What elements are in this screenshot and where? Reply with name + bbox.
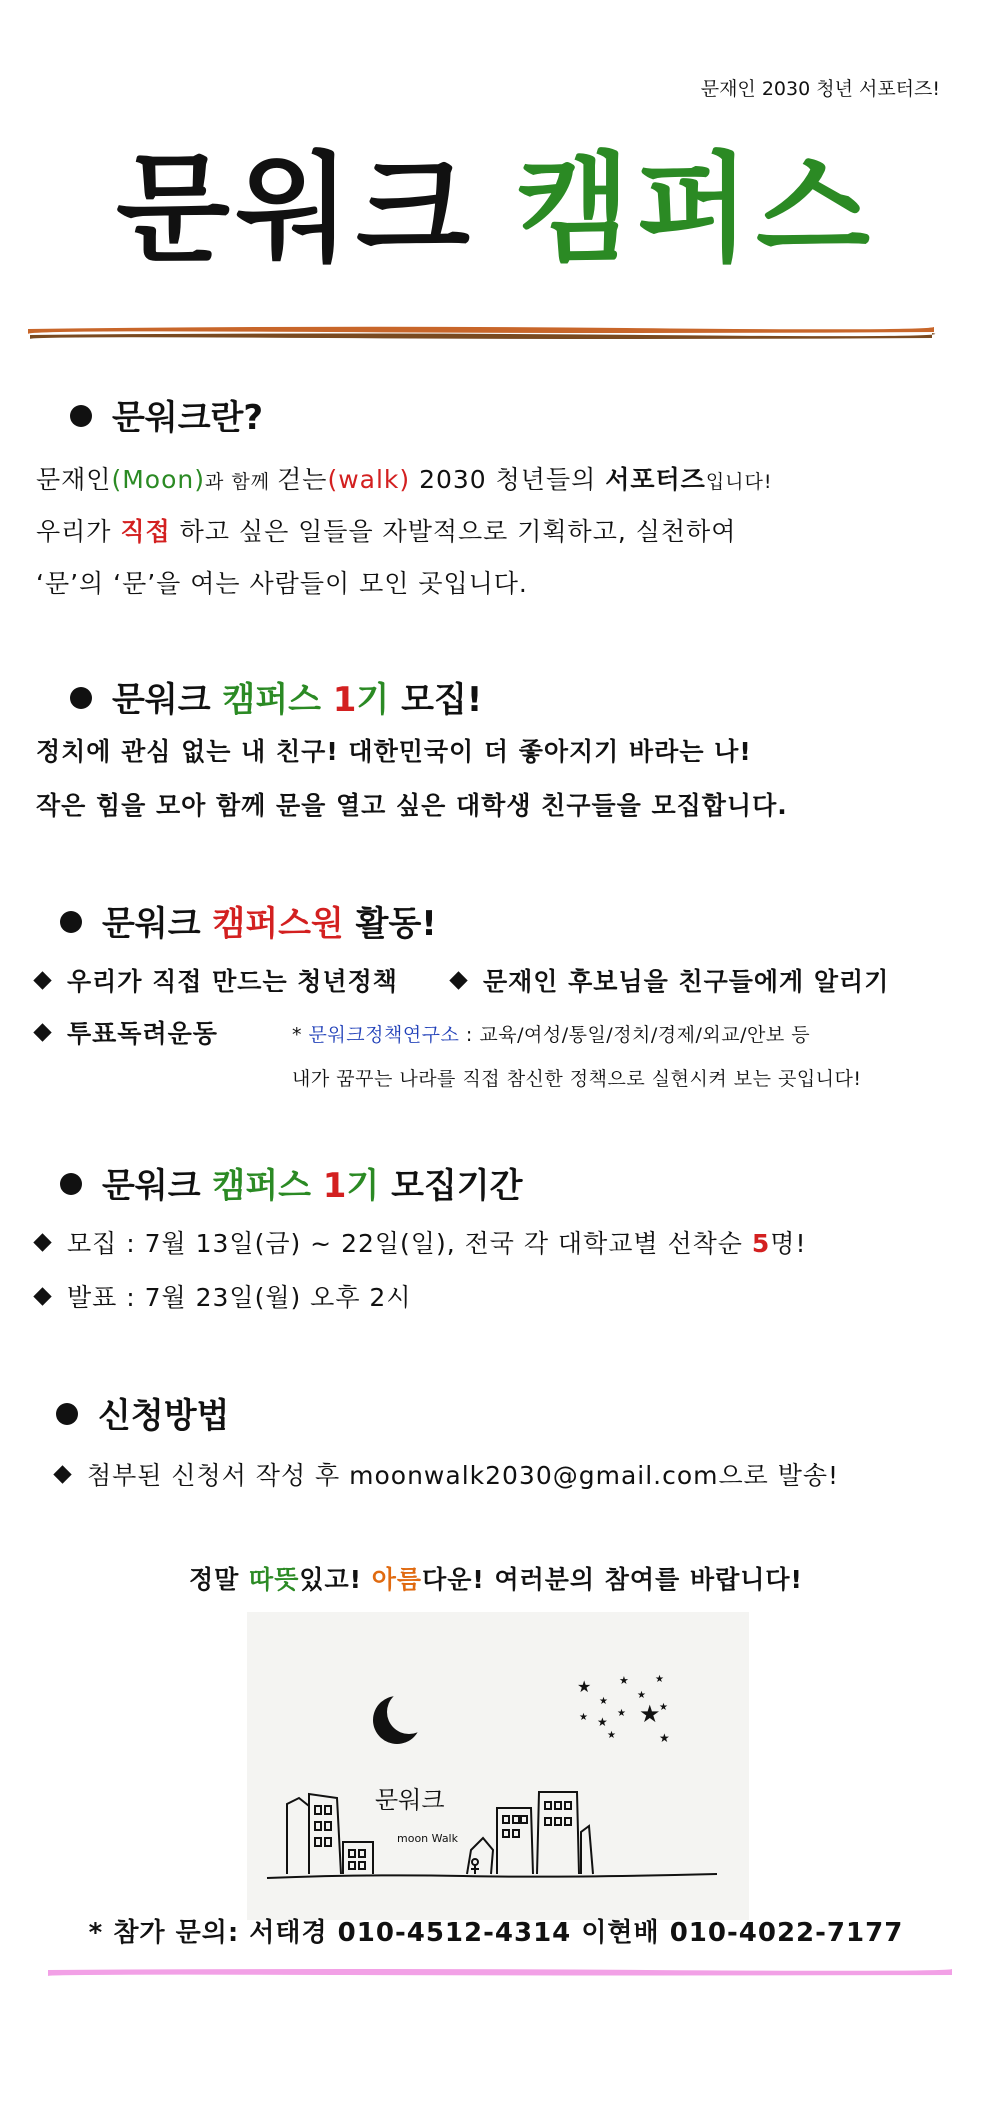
diamond-bullet-icon xyxy=(449,971,467,989)
bullet-dot xyxy=(70,687,92,709)
bullet-dot xyxy=(60,911,82,933)
svg-text:★: ★ xyxy=(659,1702,668,1713)
period-item-recruit: 모집 : 7월 13일(금) ~ 22일(일), 전국 각 대학교별 선착순 5명! xyxy=(36,1224,806,1260)
diamond-bullet-icon xyxy=(33,1287,51,1305)
activity-item-1: 우리가 직접 만드는 청년정책 xyxy=(36,962,398,998)
section-heading-recruit: 문워크 캠퍼스 1기 모집! xyxy=(70,672,482,721)
illustration-label-kr: 문워크 xyxy=(375,1786,445,1814)
city-night-drawing xyxy=(247,1612,749,1920)
svg-text:★: ★ xyxy=(619,1674,629,1687)
title-part2: 캠퍼스 xyxy=(516,140,876,278)
diamond-bullet-icon xyxy=(53,1465,71,1483)
section-heading-apply: 신청방법 xyxy=(56,1388,229,1437)
buildings-icon xyxy=(267,1792,717,1878)
svg-text:★: ★ xyxy=(659,1731,670,1745)
title-part1: 문워크 xyxy=(116,140,476,278)
bottom-divider xyxy=(46,1966,954,1978)
about-line-3: ‘문’의 ‘문’을 여는 사람들이 모인 곳입니다. xyxy=(36,569,528,598)
section-heading-activities: 문워크 캠퍼스원 활동! xyxy=(60,896,437,945)
bullet-dot xyxy=(56,1403,78,1425)
recruit-line-1: 정치에 관심 없는 내 친구! 대한민국이 더 좋아지기 바라는 나! xyxy=(36,737,752,766)
crescent-moon-icon xyxy=(373,1690,431,1744)
svg-text:★: ★ xyxy=(579,1712,588,1723)
about-line-2: 우리가 직접 하고 싶은 일들을 자발적으로 기획하고, 실천하여 xyxy=(36,517,737,546)
recruit-line-2: 작은 힘을 모아 함께 문을 열고 싶은 대학생 친구들을 모집합니다. xyxy=(36,791,788,820)
section-heading-period: 문워크 캠퍼스 1기 모집기간 xyxy=(60,1158,523,1207)
section-heading-about: 문워크란? xyxy=(70,390,263,439)
policy-institute-note-2: 내가 꿈꾸는 나라를 직접 참신한 정책으로 실현시켜 보는 곳입니다! xyxy=(292,1068,862,1090)
page-title xyxy=(0,140,992,278)
activity-item-2: 문재인 후보님을 친구들에게 알리기 xyxy=(452,962,889,998)
apply-item: 첨부된 신청서 작성 후 moonwalk2030@gmail.com으로 발송! xyxy=(56,1456,839,1492)
diamond-bullet-icon xyxy=(33,971,51,989)
svg-text:★: ★ xyxy=(597,1715,608,1729)
svg-text:★: ★ xyxy=(617,1708,626,1719)
bullet-dot xyxy=(60,1173,82,1195)
diamond-bullet-icon xyxy=(33,1233,51,1251)
closing-message: 정말 따뜻있고! 아름다운! 여러분의 참여를 바랍니다! xyxy=(189,1565,803,1594)
svg-text:★: ★ xyxy=(637,1690,646,1701)
illustration-label-en: moon Walk xyxy=(397,1832,458,1845)
top-divider xyxy=(26,323,936,341)
svg-text:★: ★ xyxy=(607,1730,616,1741)
svg-text:★: ★ xyxy=(599,1696,608,1707)
svg-text:★: ★ xyxy=(655,1674,664,1685)
about-line-1: 문재인(Moon)과 함께 걷는(walk) 2030 청년들의 서포터즈입니다! xyxy=(36,465,773,494)
activity-item-3: 투표독려운동 xyxy=(36,1014,218,1050)
bullet-dot xyxy=(70,405,92,427)
svg-text:★: ★ xyxy=(639,1700,661,1728)
stars-icon xyxy=(577,1674,670,1745)
contact-info: * 참가 문의: 서태경 010-4512-4314 이현배 010-4022-7177 xyxy=(88,1918,904,1948)
svg-text:★: ★ xyxy=(577,1677,592,1696)
tagline: 문재인 2030 청년 서포터즈! xyxy=(700,78,940,100)
moonwalk-illustration xyxy=(247,1612,749,1920)
policy-institute-note: * 문워크정책연구소 : 교육/여성/통일/정치/경제/외교/안보 등 xyxy=(292,1024,811,1046)
period-item-announce: 발표 : 7월 23일(월) 오후 2시 xyxy=(36,1278,412,1314)
diamond-bullet-icon xyxy=(33,1023,51,1041)
